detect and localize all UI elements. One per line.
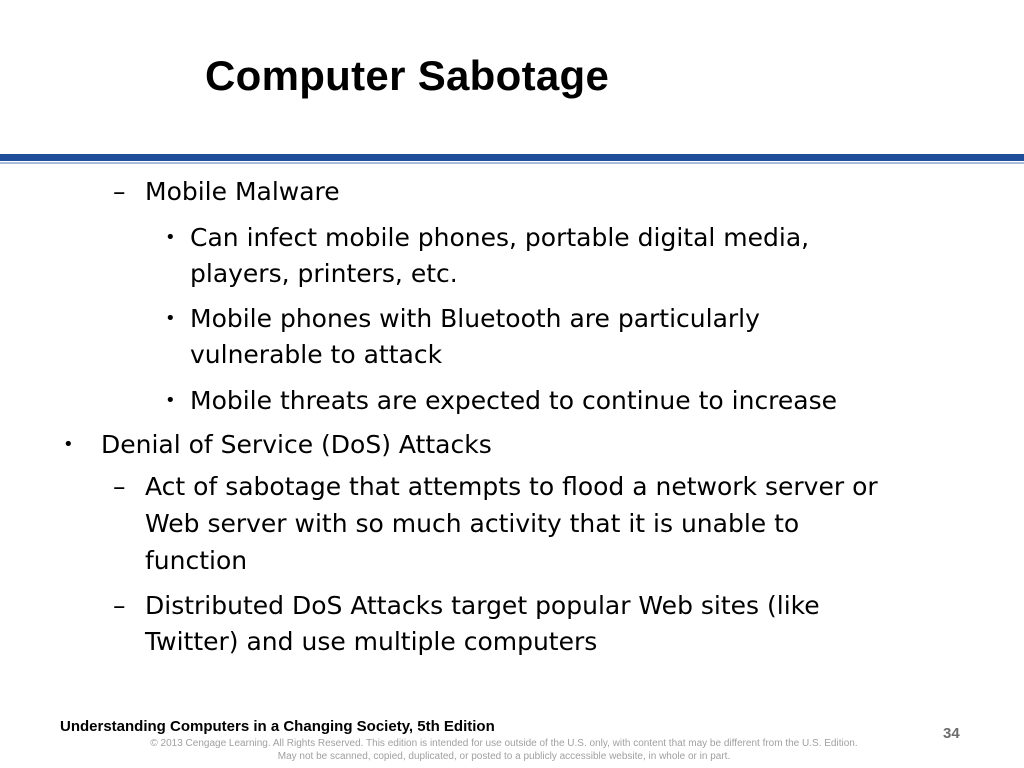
dash-marker: – (113, 472, 126, 501)
copyright-line: © 2013 Cengage Learning. All Rights Reserved. This edition is intended for use outside of the U.S. only, with content that may be different from the U.S. Edition. (150, 738, 858, 749)
list-item: Can infect mobile phones, portable digital media, (190, 223, 810, 252)
list-item-continuation: function (145, 546, 248, 575)
list-item-continuation: vulnerable to attack (190, 340, 443, 369)
slide-title: Computer Sabotage (205, 52, 610, 99)
bullet-marker: • (165, 227, 176, 248)
list-item: Act of sabotage that attempts to flood a network server or (145, 472, 878, 501)
list-item: Denial of Service (DoS) Attacks (101, 430, 492, 459)
title-divider-shadow (0, 162, 1024, 164)
list-item-continuation: Web server with so much activity that it is unable to (145, 509, 800, 538)
list-item: Distributed DoS Attacks target popular Web sites (like (145, 591, 820, 620)
list-item-continuation: players, printers, etc. (190, 259, 458, 288)
dash-marker: – (113, 591, 126, 620)
copyright-line: May not be scanned, copied, duplicated, or posted to a publicly accessible website, in whole or in part. (277, 751, 731, 762)
list-item: Mobile Malware (145, 177, 340, 206)
dash-marker: – (113, 177, 126, 206)
page-number: 34 (943, 725, 960, 742)
list-item: Mobile threats are expected to continue to increase (190, 386, 838, 415)
list-item: Mobile phones with Bluetooth are particularly (190, 304, 760, 333)
list-item-continuation: Twitter) and use multiple computers (145, 627, 598, 656)
footer-book-title: Understanding Computers in a Changing Society, 5th Edition (60, 718, 495, 735)
bullet-marker: • (63, 434, 74, 455)
bullet-marker: • (165, 390, 176, 411)
bullet-marker: • (165, 308, 176, 329)
title-divider (0, 154, 1024, 161)
